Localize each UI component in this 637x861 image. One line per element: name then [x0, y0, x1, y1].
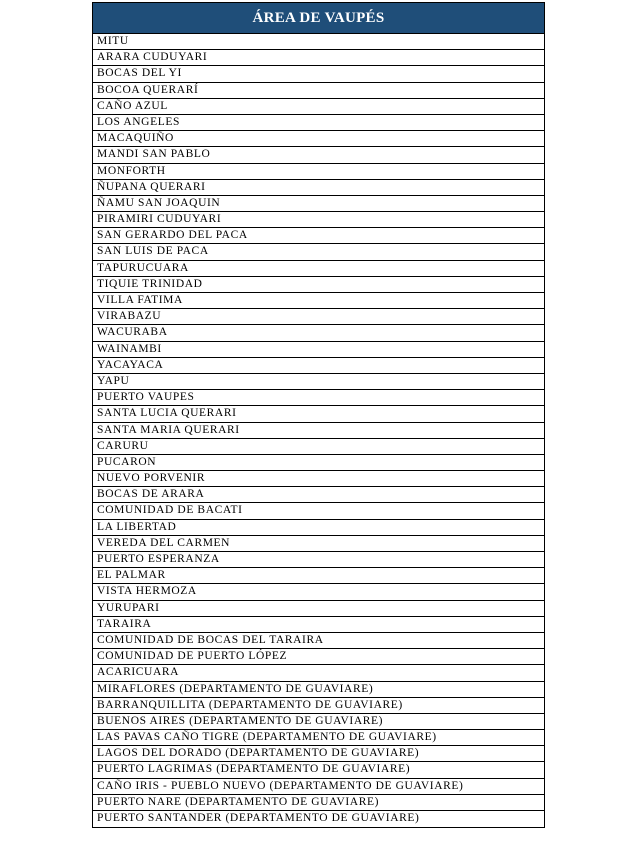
- table-row: VIRABAZU: [93, 309, 544, 325]
- table-row: YURUPARI: [93, 601, 544, 617]
- table-row: SAN GERARDO DEL PACA: [93, 228, 544, 244]
- table-row: SANTA LUCIA QUERARI: [93, 406, 544, 422]
- table-row: LAGOS DEL DORADO (DEPARTAMENTO DE GUAVIARE): [93, 746, 544, 762]
- table-row: EL PALMAR: [93, 568, 544, 584]
- table-row: YAPU: [93, 374, 544, 390]
- table-row: WAINAMBI: [93, 342, 544, 358]
- table-row: MACAQUIÑO: [93, 131, 544, 147]
- vaupes-area-table: [92, 2, 545, 828]
- table-row: MIRAFLORES (DEPARTAMENTO DE GUAVIARE): [93, 682, 544, 698]
- table-row: YACAYACA: [93, 358, 544, 374]
- table-row: WACURABA: [93, 325, 544, 341]
- table-row: ÑAMU SAN JOAQUIN: [93, 196, 544, 212]
- table-row: ARARA CUDUYARI: [93, 50, 544, 66]
- table-row: PUCARON: [93, 455, 544, 471]
- table-row: PUERTO ESPERANZA: [93, 552, 544, 568]
- table-row: COMUNIDAD DE BOCAS DEL TARAIRA: [93, 633, 544, 649]
- table-row: MITU: [93, 34, 544, 50]
- table-row: ÑUPANA QUERARI: [93, 180, 544, 196]
- table-header: ÁREA DE VAUPÉS: [93, 3, 544, 34]
- table-row: BARRANQUILLITA (DEPARTAMENTO DE GUAVIARE): [93, 698, 544, 714]
- table-row: PUERTO NARE (DEPARTAMENTO DE GUAVIARE): [93, 795, 544, 811]
- table-row: PIRAMIRI CUDUYARI: [93, 212, 544, 228]
- table-row: BOCOA QUERARÍ: [93, 83, 544, 99]
- table-row: BOCAS DE ARARA: [93, 487, 544, 503]
- table-row: MANDI SAN PABLO: [93, 147, 544, 163]
- table-row: TIQUIE TRINIDAD: [93, 277, 544, 293]
- table-row: PUERTO SANTANDER (DEPARTAMENTO DE GUAVIARE): [97, 812, 420, 824]
- table-row: VILLA FATIMA: [93, 293, 544, 309]
- table-row: TAPURUCUARA: [93, 261, 544, 277]
- table-row: VEREDA DEL CARMEN: [93, 536, 544, 552]
- table-row: CARURU: [93, 439, 544, 455]
- table-row: SAN LUIS DE PACA: [93, 244, 544, 260]
- table-row: COMUNIDAD DE PUERTO LÓPEZ: [93, 649, 544, 665]
- table-row: LA LIBERTAD: [93, 520, 544, 536]
- table-row: PUERTO VAUPES: [93, 390, 544, 406]
- table-body: [93, 34, 544, 827]
- table-row: PUERTO LAGRIMAS (DEPARTAMENTO DE GUAVIARE): [93, 762, 544, 778]
- table-row: SANTA MARIA QUERARI: [93, 423, 544, 439]
- table-row: BOCAS DEL YI: [93, 66, 544, 82]
- table-row: LAS PAVAS CAÑO TIGRE (DEPARTAMENTO DE GUAVIARE): [93, 730, 544, 746]
- table-row: ACARICUARA: [93, 665, 544, 681]
- table-row: CAÑO AZUL: [93, 99, 544, 115]
- table-row: COMUNIDAD DE BACATI: [93, 503, 544, 519]
- table-row: BUENOS AIRES (DEPARTAMENTO DE GUAVIARE): [93, 714, 544, 730]
- table-row: TARAIRA: [93, 617, 544, 633]
- table-row: CAÑO IRIS - PUEBLO NUEVO (DEPARTAMENTO DE GUAVIARE): [93, 779, 544, 795]
- table-row: MONFORTH: [93, 164, 544, 180]
- table-row: LOS ANGELES: [93, 115, 544, 131]
- table-row: VISTA HERMOZA: [93, 584, 544, 600]
- table-row: NUEVO PORVENIR: [93, 471, 544, 487]
